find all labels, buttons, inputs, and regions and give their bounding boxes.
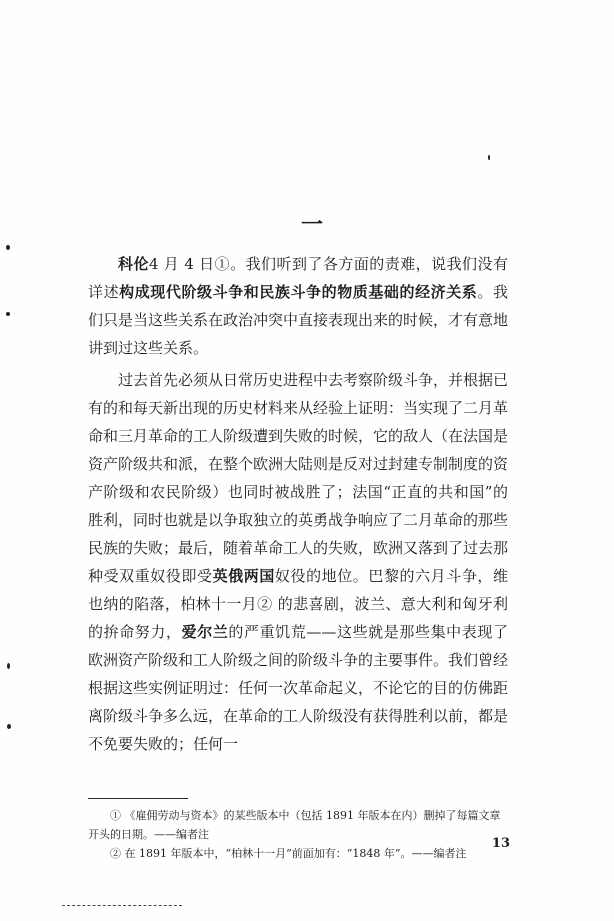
paragraph-1-segment: 。我们只是当这些关系在政治冲突中直接表现出来的时候，才有意地讲到过这些关系。: [88, 283, 509, 357]
paragraph-1-segment: 4 月 4 日①。我们听到了各方面的责难，说我们没有详述: [88, 255, 508, 301]
footnote-1: ① 《雇佣劳动与资本》的某些版本中（包括 1891 年版本在内）删掉了每篇文章开头的日期。——编者注: [88, 809, 501, 841]
scan-speck: [7, 663, 10, 669]
body-text: [88, 250, 508, 758]
scan-speck: [6, 245, 10, 250]
paragraph-1-segment: 科伦: [118, 255, 149, 273]
paragraph-2-segment: 的严重饥荒——这些就是那些集中表现了欧洲资产阶级和工人阶级之间的阶级斗争的主要事件。我们曾经根据这些实例证明过：任何一次革命起义，不论它的目的仿佛距离阶级斗争多么远，在革命的工人阶级没有获得胜利以前，都是不免要失败的；任何一: [88, 623, 509, 753]
paragraph-1-segment: 构成现代阶级斗争和民族斗争的物质基础的: [119, 283, 416, 301]
paragraph-1: [88, 250, 508, 362]
paragraph-2-segment: 奴役的地位。巴黎的六月斗争，维也纳的陷落，柏林十一月② 的悲喜剧，波兰、意大利和匈牙利的拚命努力，: [88, 567, 508, 641]
scan-speck: [488, 155, 490, 160]
scan-speck: [6, 312, 10, 316]
scan-artifact-line: [62, 905, 182, 906]
scan-speck: [7, 724, 11, 729]
page-number: 13: [491, 836, 510, 851]
paragraph-1-segment: 经济关系: [415, 283, 478, 301]
paragraph-2-segment: 爱尔兰: [181, 623, 229, 641]
footnotes: [88, 806, 508, 863]
footnote-divider: [88, 798, 188, 799]
paragraph-2: [88, 366, 508, 758]
paragraph-2-segment: 英俄两国: [212, 567, 275, 585]
section-number: 一: [300, 212, 323, 238]
paragraph-2-segment: 过去首先必须从日常历史进程中去考察阶级斗争，并根据已有的和每天新出现的历史材料来从经验上证明：当实现了二月革命和三月革命的工人阶级遭到失败的时候，它的敌人（在法国是资产阶级共和派，在整个欧洲大陆则是反对过封建专制制度的资产阶级和农民阶级）也同时被战胜了；法国“正直的共和国”的胜利，同时也就是以争取独立的英勇战争响应了二月革命的那些民族的失败；最后，随着革命工人的失败，欧洲又落到了过去那种受双重奴役即受: [88, 371, 509, 585]
footnote-2: ② 在 1891 年版本中，“柏林十一月”前面加有：“1848 年”。——编者注: [110, 847, 467, 860]
